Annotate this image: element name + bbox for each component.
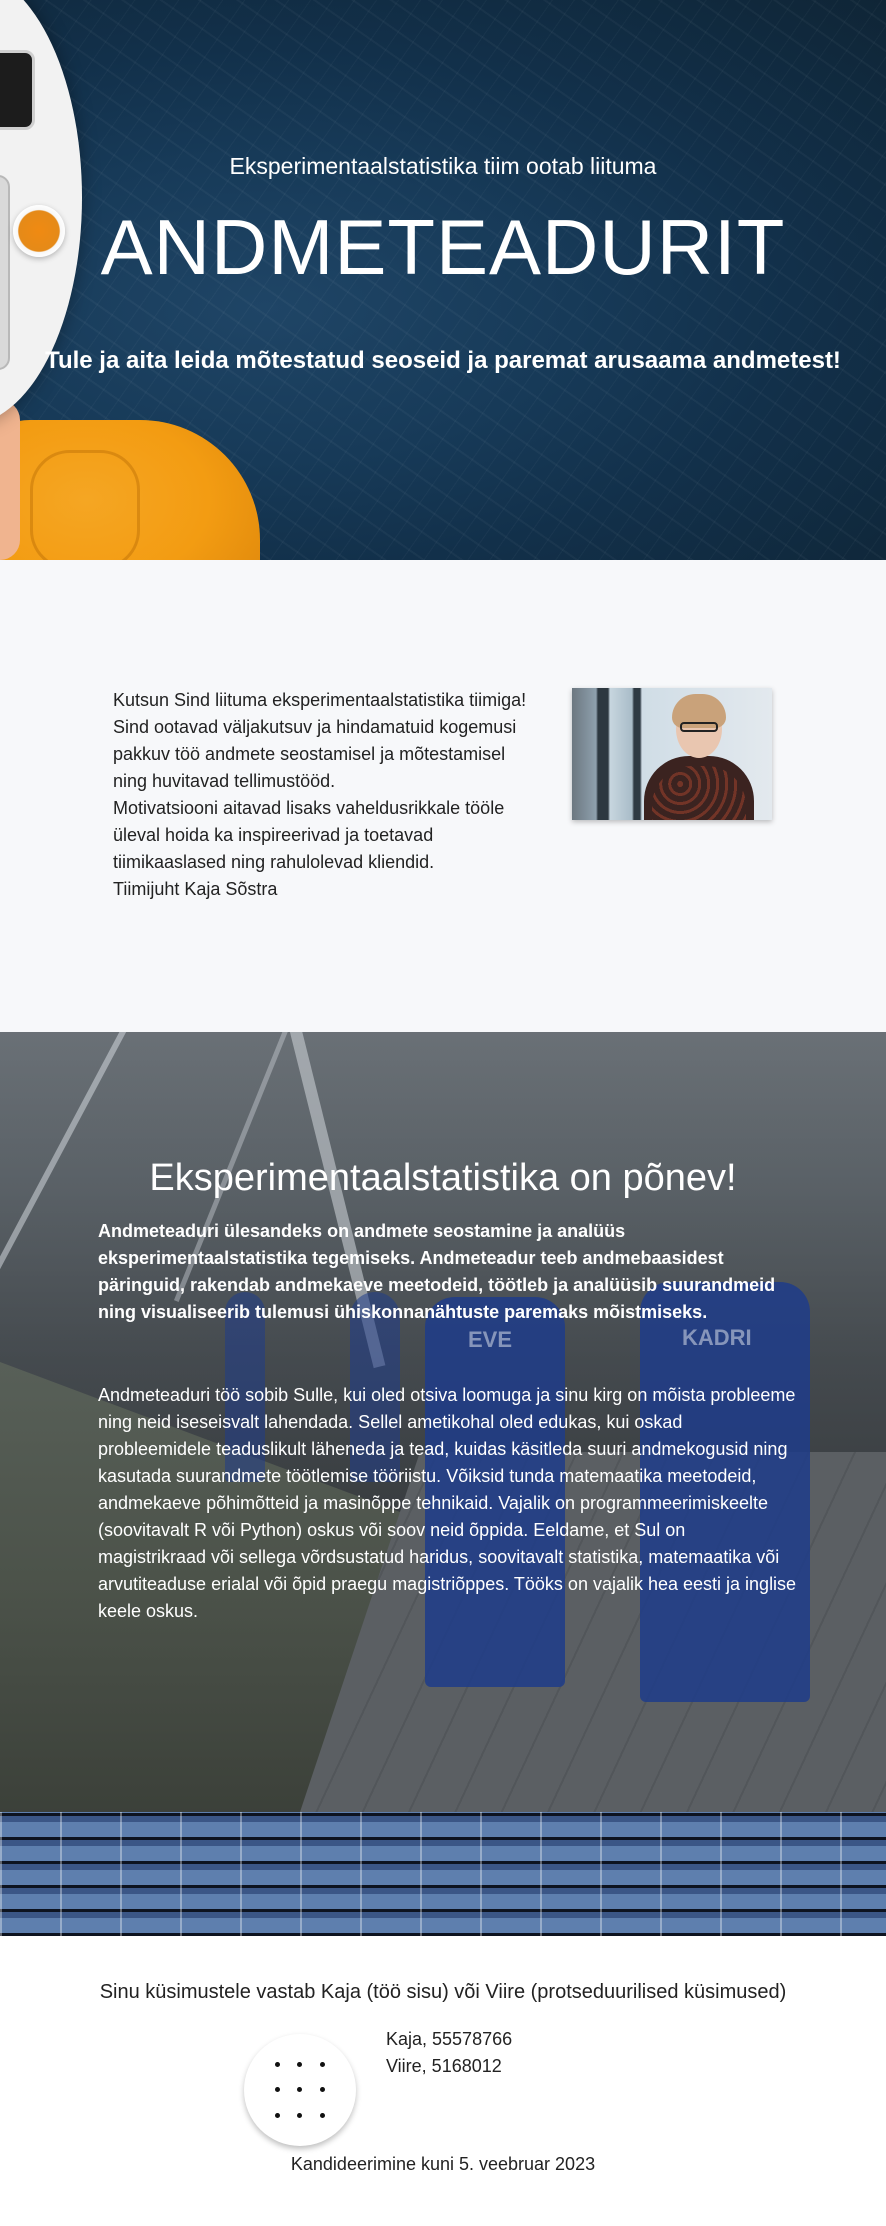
grid-dot [275, 2062, 280, 2067]
portrait-glasses-shape [680, 722, 718, 732]
contact-kaja: Kaja, 55578766 [386, 2029, 513, 2049]
contact-section [0, 1936, 886, 2226]
grid-dot [297, 2062, 302, 2067]
team-lead-portrait [572, 688, 772, 820]
intro-line-invite: Kutsun Sind liituma eksperimentaalstatistika tiimiga! [113, 690, 527, 710]
feature-title: Eksperimentaalstatistika on põnev! [149, 1157, 737, 1199]
hero-kicker: Eksperimentaalstatistika tiim ootab liituma [229, 153, 657, 179]
grid-dot [275, 2113, 280, 2118]
feature-body: Andmeteaduri töö sobib Sulle, kui oled otsiva loomuga ja sinu kirg on mõista probleeme ning neid iseseisvalt lahendada. Sellel ametikohal oled edukas, kui oskad probleemidele teaduslikult läheneda ja tead, kuidas käsitleda suuri andmekogusid ning kasutada suurandmete töötlemise tööriistu. Võiksid tunda matemaatika meetodeid, andmekaeve põhimõtteid ja masinõppe tehnikaid. Vajalik on programmeerimiskeelte (soovitavalt R või Python) oskus või soov neid õppida. Eeldame, et Sul on magistrikraad või sellega võrdsustatud haridus, soovitavalt statistika, matemaatika või arvutiteaduse erialal või õpid praegu magistriõppes. Tööks on vajalik hea eesti ja inglise keele oskus. [98, 1385, 797, 1621]
grid-dot [275, 2087, 280, 2092]
hero-subtitle: Tule ja aita leida mõtestatud seoseid ja paremat arusaama andmetest! [45, 347, 841, 374]
grid-dots-icon[interactable] [244, 2034, 356, 2146]
hero-arm-shape [0, 400, 20, 560]
intro-section [0, 560, 886, 1032]
feature-section [0, 1032, 886, 1812]
hero-title: ANDMETEADURIT [100, 203, 786, 291]
intro-line-signature: Tiimijuht Kaja Sõstra [113, 879, 278, 899]
contact-list [386, 2026, 512, 2080]
feature-lead: Andmeteaduri ülesandeks on andmete seostamine ja analüüs eksperimentaalstatistika tegemiseks. Andmeteadur teeb andmebaasidest päringuid, rakendab andmekaeve meetodeid, töötleb ja analüüsib suurandmeid ning visualiseerib tulemusi ühiskonnanähtuste paremaks mõistmiseks. [98, 1221, 776, 1322]
glass-facade-banner [0, 1812, 886, 1936]
shirt-label-eve: EVE [468, 1327, 513, 1352]
grid-dot [320, 2087, 325, 2092]
grid-dot [320, 2062, 325, 2067]
hero-chair-seam [30, 450, 140, 560]
grid-dot [320, 2113, 325, 2118]
intro-line-work: Sind ootavad väljakutsuv ja hindamatuid kogemusi pakkuv töö andmete seostamisel ja mõtestamisel ning huvitavad tellimustööd. [113, 717, 517, 791]
grid-dot [297, 2087, 302, 2092]
hero-section [0, 0, 886, 560]
application-deadline: Kandideerimine kuni 5. veebruar 2023 [290, 2154, 596, 2174]
contact-viire: Viire, 5168012 [386, 2056, 502, 2076]
contact-title: Sinu küsimustele vastab Kaja (töö sisu) või Viire (protseduurilised küsimused) [99, 1981, 787, 2003]
hero-phone-shape [0, 50, 35, 130]
grid-dot [297, 2113, 302, 2118]
intro-line-motivation: Motivatsiooni aitavad lisaks vaheldusrikkale tööle üleval hoida ka inspireerivad ja toetavad tiimikaaslased ning rahulolevad kliendid. [113, 798, 505, 872]
intro-text [113, 687, 543, 903]
shirt-label-kadri: KADRI [682, 1325, 752, 1350]
